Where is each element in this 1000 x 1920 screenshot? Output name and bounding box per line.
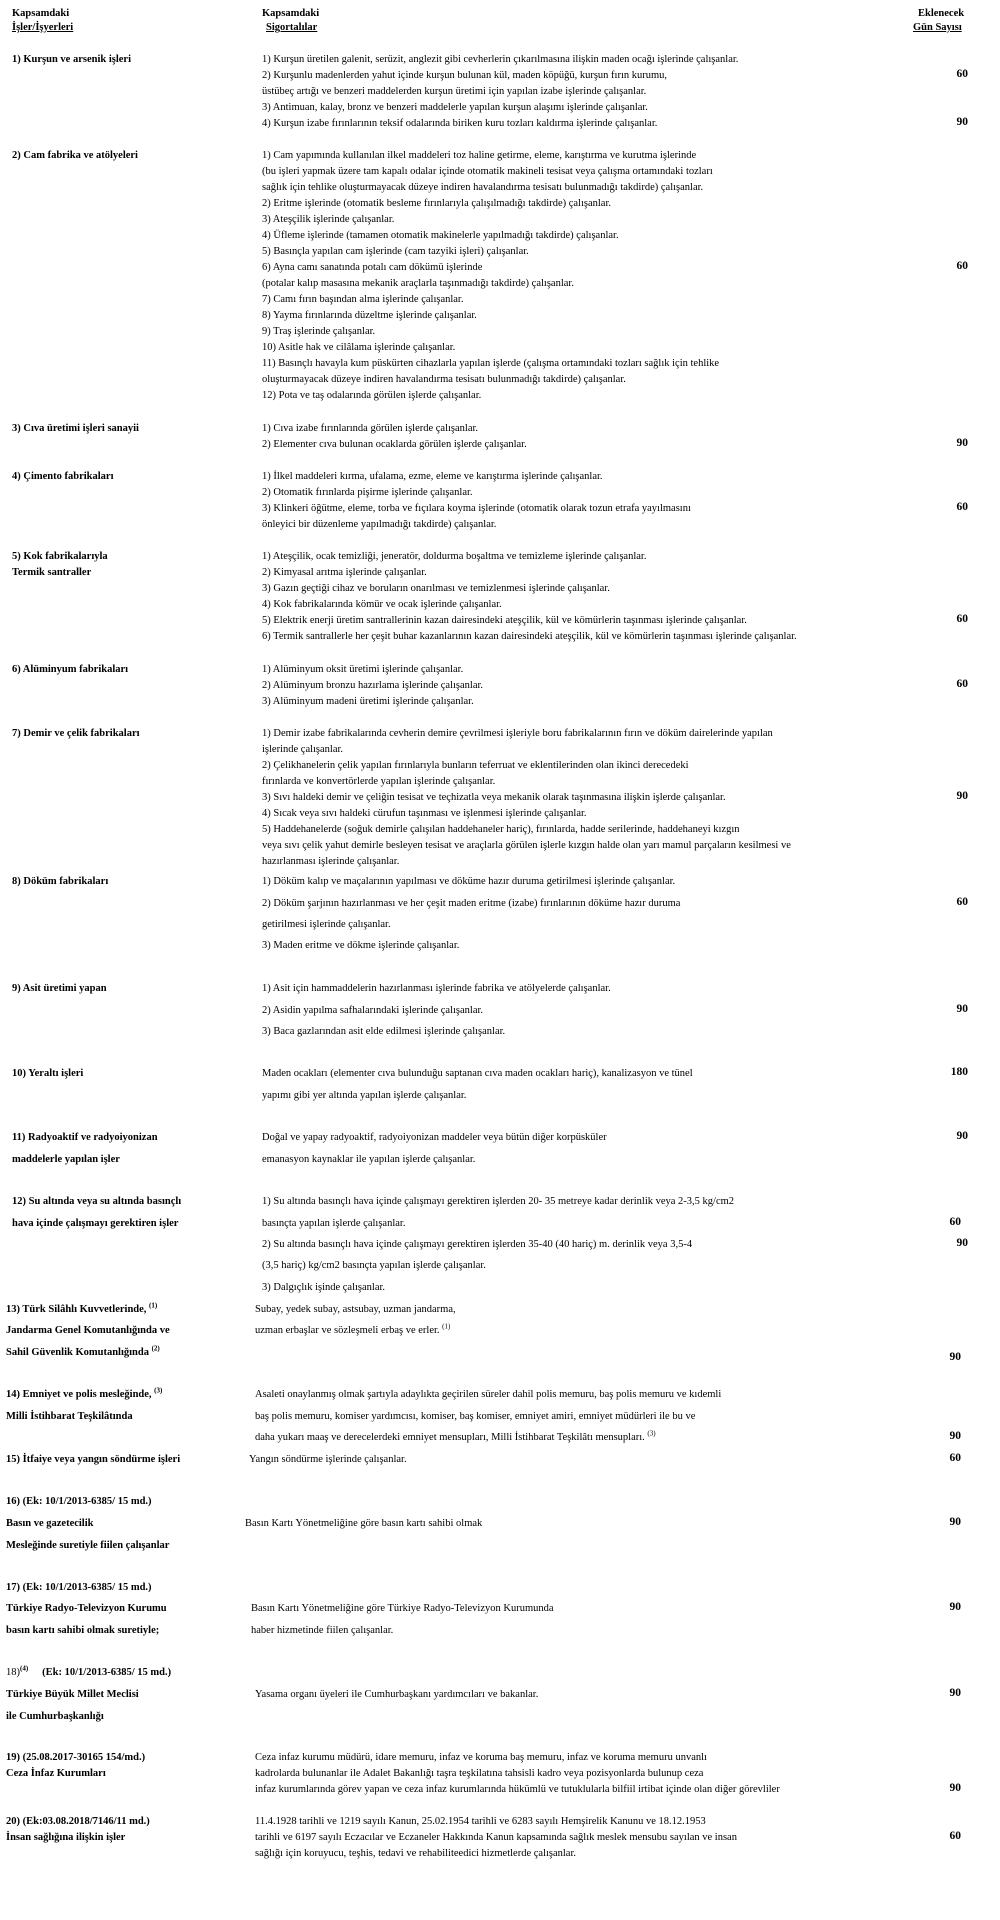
row-4-desc-1: 1) İlkel maddeleri kırma, ufalama, ezme, eleme ve karıştırma işlerinde çalışanlar. <box>262 471 603 482</box>
row-12-days-2: 90 <box>956 1237 968 1249</box>
row-19-title-1: 19) (25.08.2017-30165 154/md.) <box>6 1752 146 1763</box>
row-2-desc-7: 5) Basınçla yapılan cam işlerinde (cam tazyiki işleri) çalışanlar. <box>262 246 529 257</box>
row-6-desc-3: 3) Alüminyum madeni üretimi işlerinde çalışanlar. <box>262 696 474 707</box>
row-8-desc-2: 2) Döküm şarjının hazırlanması ve her çeşit maden eritme (izabe) fırınlarının döküme hazır duruma <box>262 898 681 909</box>
row-8-desc-3: getirilmesi işlerinde çalışanlar. <box>262 919 391 930</box>
row-7-desc-9: hazırlanması işlerinde çalışanlar. <box>262 856 400 867</box>
row-9-days: 90 <box>956 1003 968 1015</box>
row-2-desc-9: (potalar kalıp masasına mekanik araçlarla taşınmadığı takdirde) çalışanlar. <box>262 278 574 289</box>
row-7-desc-5: 3) Sıvı haldeki demir ve çeliğin tesisat ve teçhizatla veya mekanik olarak taşınmasına ilişkin işlerde çalışanlar. <box>262 792 726 803</box>
row-5-desc-4: 4) Kok fabrikalarında kömür ve ocak işlerinde çalışanlar. <box>262 599 502 610</box>
row-4-days: 60 <box>956 501 968 513</box>
row-17-title-3: basın kartı sahibi olmak suretiyle; <box>6 1625 160 1636</box>
row-17-desc-1: Basın Kartı Yönetmeliğine göre Türkiye Radyo-Televizyon Kurumunda <box>251 1603 554 1614</box>
row-9-desc-1: 1) Asit için hammaddelerin hazırlanması işlerinde fabrika ve atölyelerde çalışanlar. <box>262 983 611 994</box>
row-8-days: 60 <box>956 896 968 908</box>
row-15-desc: Yangın söndürme işlerinde çalışanlar. <box>249 1454 407 1465</box>
row-2-title: 2) Cam fabrika ve atölyeleri <box>12 150 138 161</box>
row-5-desc-5: 5) Elektrik enerji üretim santrallerinin kazan dairesindeki ateşçilik, kül ve kömürlerin taşınması işlerinde çalışanlar. <box>262 615 747 626</box>
row-3-desc-2: 2) Elementer cıva bulunan ocaklarda görülen işlerde çalışanlar. <box>262 439 527 450</box>
row-12-days-1: 60 <box>949 1216 961 1228</box>
row-16-title-2: Basın ve gazetecilik <box>6 1518 94 1529</box>
row-2-desc-12: 9) Traş işlerinde çalışanlar. <box>262 326 376 337</box>
row-14-days: 90 <box>949 1430 961 1442</box>
row-2-desc-3: sağlık için tehlike oluşturmayacak düzeye indiren havalandırma tesisatı bulunmadığı takdirde) çalışanlar. <box>262 182 704 193</box>
row-15-days: 60 <box>949 1452 961 1464</box>
row-8-desc-1: 1) Döküm kalıp ve maçalarının yapılması ve döküme hazır duruma getirilmesi işlerinde çalışanlar. <box>262 876 676 887</box>
row-7-desc-6: 4) Sıcak veya sıvı haldeki cürufun taşınması ve işlenmesi işlerinde çalışanlar. <box>262 808 587 819</box>
row-12-desc-5: 3) Dalgıçlık işinde çalışanlar. <box>262 1282 386 1293</box>
row-18-title-3: ile Cumhurbaşkanlığı <box>6 1711 104 1722</box>
row-16-title-3: Mesleğinde suretiyle fiilen çalışanlar <box>6 1540 170 1551</box>
row-11-title-1: 11) Radyoaktif ve radyoiyonizan <box>12 1132 158 1143</box>
row-5-desc-2: 2) Kimyasal arıtma işlerinde çalışanlar. <box>262 567 427 578</box>
row-3-title: 3) Cıva üretimi işleri sanayii <box>12 423 139 434</box>
row-14-desc-2: baş polis memuru, komiser yardımcısı, komiser, baş komiser, emniyet amiri, emniyet müdürleri ile bu ve <box>255 1411 696 1422</box>
row-2-desc-2: (bu işleri yapmak üzere tam kapalı odalar içinde otomatik makineli tesisat veya çalışma ortamındaki tozları <box>262 166 713 177</box>
row-2-desc-6: 4) Üfleme işlerinde (tamamen otomatik makinelerle yapılmadığı takdirde) çalışanlar. <box>262 230 619 241</box>
row-1-desc-5: 4) Kurşun izabe fırınlarının teksif odalarında biriken kuru tozları kaldırma işlerinde çalışanlar. <box>262 118 658 129</box>
row-2-desc-13: 10) Asitle hak ve cilâlama işlerinde çalışanlar. <box>262 342 456 353</box>
row-5-desc-6: 6) Termik santrallerle her çeşit buhar kazanlarının kazan dairesindeki ateşçilik, kül ve kömürlerin taşınması işlerinde çalışanlar. <box>262 631 797 642</box>
row-17-days: 90 <box>949 1601 961 1613</box>
row-11-desc-1: Doğal ve yapay radyoaktif, radyoiyonizan maddeler veya bütün diğer korpüsküler <box>262 1132 607 1143</box>
row-7-desc-3: 2) Çelikhanelerin çelik yapılan fırınlarıyla bunların teferruat ve eklentilerinden olan ikinci derecedeki <box>262 760 689 771</box>
header-col1-line1: Kapsamdaki <box>12 8 70 19</box>
row-1-days-2: 90 <box>956 116 968 128</box>
row-9-desc-2: 2) Asidin yapılma safhalarındaki işlerinde çalışanlar. <box>262 1005 484 1016</box>
row-14-title-1: 14) Emniyet ve polis mesleğinde, $^{(3)}$ <box>6 1386 163 1400</box>
row-20-desc-2: tarihli ve 6197 sayılı Eczacılar ve Eczaneler Hakkında Kanun kapsamında sağlık meslek mensubu sayılan ve insan <box>255 1832 737 1843</box>
row-2-desc-8: 6) Ayna camı sanatında potalı cam dökümü işlerinde <box>262 262 483 273</box>
row-18-title-2: Türkiye Büyük Millet Meclisi <box>6 1689 139 1700</box>
row-10-title: 10) Yeraltı işleri <box>12 1068 84 1079</box>
row-7-desc-7: 5) Haddehanelerde (soğuk demirle çalışılan haddehaneler hariç), fırınlarda, hadde serilerinde, haddehaneyi kızgın <box>262 824 740 835</box>
row-10-desc-1: Maden ocakları (elementer cıva bulunduğu saptanan cıva maden ocakları hariç), kanalizasyon ve tünel <box>262 1068 693 1079</box>
row-11-days: 90 <box>956 1130 968 1142</box>
row-19-days: 90 <box>949 1782 961 1794</box>
row-9-title: 9) Asit üretimi yapan <box>12 983 107 994</box>
row-5-desc-3: 3) Gazın geçtiği cihaz ve boruların onarılması ve temizlenmesi işlerinde çalışanlar. <box>262 583 610 594</box>
row-4-desc-2: 2) Otomatik fırınlarda pişirme işlerinde çalışanlar. <box>262 487 473 498</box>
row-2-desc-5: 3) Ateşçilik işlerinde çalışanlar. <box>262 214 395 225</box>
row-2-days: 60 <box>956 260 968 272</box>
row-12-desc-3: 2) Su altında basınçlı hava içinde çalışmayı gerektiren işlerden 35-40 (40 hariç) m. derinlik veya 3,5-4 <box>262 1239 693 1250</box>
row-2-desc-14: 11) Basınçlı havayla kum püskürten cihazlarla yapılan işlerde (çalışma ortamındaki tozları sağlık için tehlike <box>262 358 720 369</box>
row-7-desc-8: veya sıvı çelik yahut demirle besleyen tesisat ve araçlarla görülen işlerle kızgın halde olan yarı mamul parçaların kesilmesi ve <box>262 840 791 851</box>
row-1-desc-3: üstübeç artığı ve benzeri maddelerden kurşun üretimi için yapılan izabe işlerinde çalışanlar. <box>262 86 647 97</box>
row-7-title: 7) Demir ve çelik fabrikaları <box>12 728 140 739</box>
row-10-days: 180 <box>950 1066 968 1078</box>
row-20-days: 60 <box>949 1830 961 1842</box>
row-20-title-2: İnsan sağlığına ilişkin işler <box>6 1832 126 1843</box>
row-14-desc-3: daha yukarı maaş ve derecelerdeki emniyet mensupları, Milli İstihbarat Teşkilâtı mensupları. $^{(3)}$ <box>255 1429 656 1443</box>
row-12-desc-4: (3,5 hariç) kg/cm2 basınçta yapılan işlerde çalışanlar. <box>262 1260 486 1271</box>
row-13-days: 90 <box>949 1351 961 1363</box>
row-12-title-2: hava içinde çalışmayı gerektiren işler <box>12 1218 179 1229</box>
row-6-desc-1: 1) Alüminyum oksit üretimi işlerinde çalışanlar. <box>262 664 464 675</box>
header-col2-line2: Sigortalılar <box>266 22 318 33</box>
header-col2-line1: Kapsamdaki <box>262 8 320 19</box>
row-13-title-2: Jandarma Genel Komutanlığında ve <box>6 1325 170 1336</box>
row-18-title-1: 18)$^{(4)}$ (Ek: 10/1/2013-6385/ 15 md.) <box>6 1664 172 1678</box>
row-20-title-1: 20) (Ek:03.08.2018/7146/11 md.) <box>6 1816 150 1827</box>
row-2-desc-11: 8) Yayma fırınlarında düzeltme işlerinde çalışanlar. <box>262 310 477 321</box>
row-9-desc-3: 3) Baca gazlarından asit elde edilmesi işlerinde çalışanlar. <box>262 1026 506 1037</box>
row-13-desc-1: Subay, yedek subay, astsubay, uzman jandarma, <box>255 1304 456 1315</box>
row-14-title-2: Milli İstihbarat Teşkilâtında <box>6 1411 133 1422</box>
row-11-title-2: maddelerle yapılan işler <box>12 1154 120 1165</box>
row-13-title-3: Sahil Güvenlik Komutanlığında $^{(2)}$ <box>6 1344 160 1358</box>
row-20-desc-3: sağlığı için koruyucu, teşhis, tedavi ve rehabiliteedici hizmetlerde çalışanlar. <box>255 1848 577 1859</box>
header-col1-line2: İşler/İşyerleri <box>12 22 74 33</box>
row-16-desc: Basın Kartı Yönetmeliğine göre basın kartı sahibi olmak <box>245 1518 483 1529</box>
row-6-days: 60 <box>956 678 968 690</box>
row-14-desc-1: Asaleti onaylanmış olmak şartıyla adaylıkta geçirilen süreler dahil polis memuru, baş polis memuru ve kıdemli <box>255 1389 722 1400</box>
row-5-days: 60 <box>956 613 968 625</box>
row-13-desc-2: uzman erbaşlar ve sözleşmeli erbaş ve erler. $^{(1)}$ <box>255 1322 451 1336</box>
row-19-title-2: Ceza İnfaz Kurumları <box>6 1768 106 1779</box>
row-16-days: 90 <box>949 1516 961 1528</box>
row-12-desc-1: 1) Su altında basınçlı hava içinde çalışmayı gerektiren işlerden 20- 35 metreye kadar derinlik veya 2-3,5 kg/cm2 <box>262 1196 735 1207</box>
row-8-desc-4: 3) Maden eritme ve dökme işlerinde çalışanlar. <box>262 940 460 951</box>
row-2-desc-16: 12) Pota ve taş odalarında görülen işlerde çalışanlar. <box>262 390 482 401</box>
row-1-desc-1: 1) Kurşun üretilen galenit, serüzit, anglezit gibi cevherlerin çıkarılmasına ilişkin maden ocağı işlerinde çalışanlar. <box>262 54 739 65</box>
row-19-desc-1: Ceza infaz kurumu müdürü, idare memuru, infaz ve koruma baş memuru, infaz ve koruma memuru unvanlı <box>255 1752 707 1763</box>
row-17-title-2: Türkiye Radyo-Televizyon Kurumu <box>6 1603 167 1614</box>
row-1-desc-4: 3) Antimuan, kalay, bronz ve benzeri maddelerle yapılan kurşun alaşımı işlerinde çalışanlar. <box>262 102 648 113</box>
row-1-desc-2: 2) Kurşunlu madenlerden yahut içinde kurşun bulunan kül, maden köpüğü, kurşun fırın kurumu, <box>262 70 668 81</box>
row-5-title-2: Termik santraller <box>12 567 92 578</box>
row-7-desc-2: işlerinde çalışanlar. <box>262 744 344 755</box>
header-col3-line1: Eklenecek <box>918 8 965 19</box>
row-19-desc-2: kadrolarda bulunanlar ile Adalet Bakanlığı taşra teşkilatına tahsisli kadro veya pozisyonlarda bulunup ceza <box>255 1768 704 1779</box>
header-col3-line2: Gün Sayısı <box>913 22 962 33</box>
row-12-title-1: 12) Su altında veya su altında basınçlı <box>12 1196 182 1207</box>
row-2-desc-10: 7) Camı fırın başından alma işlerinde çalışanlar. <box>262 294 464 305</box>
row-15-title: 15) İtfaiye veya yangın söndürme işleri <box>6 1454 181 1465</box>
row-2-desc-4: 2) Eritme işlerinde (otomatik besleme fırınlarıyla çalışılmadığı takdirde) çalışanlar. <box>262 198 612 209</box>
row-12-desc-2: basınçta yapılan işlerde çalışanlar. <box>262 1218 406 1229</box>
row-7-desc-4: fırınlarda ve konvertörlerde yapılan işlerinde çalışanlar. <box>262 776 496 787</box>
row-6-title: 6) Alüminyum fabrikaları <box>12 664 129 675</box>
row-17-desc-2: haber hizmetinde fiilen çalışanlar. <box>251 1625 394 1636</box>
row-1-title: 1) Kurşun ve arsenik işleri <box>12 54 132 65</box>
row-3-days: 90 <box>956 437 968 449</box>
row-11-desc-2: emanasyon kaynaklar ile yapılan işlerde çalışanlar. <box>262 1154 476 1165</box>
row-4-desc-3: 3) Klinkeri öğütme, eleme, torba ve fıçılara koyma işlerinde (otomatik olarak tozun etrafa yayılmasını <box>262 503 691 514</box>
row-2-desc-1: 1) Cam yapımında kullanılan ilkel maddeleri toz haline getirme, eleme, karıştırma ve kurutma işlerinde <box>262 150 697 161</box>
row-7-days: 90 <box>956 790 968 802</box>
row-5-title-1: 5) Kok fabrikalarıyla <box>12 551 108 562</box>
row-6-desc-2: 2) Alüminyum bronzu hazırlama işlerinde çalışanlar. <box>262 680 484 691</box>
row-20-desc-1: 11.4.1928 tarihli ve 1219 sayılı Kanun, 25.02.1954 tarihli ve 6283 sayılı Hemşirelik Kanunu ve 18.12.1953 <box>255 1816 706 1827</box>
row-17-title-1: 17) (Ek: 10/1/2013-6385/ 15 md.) <box>6 1582 152 1593</box>
row-13-title-1: 13) Türk Silâhlı Kuvvetlerinde, $^{(1)}$ <box>6 1301 158 1315</box>
row-1-days-1: 60 <box>956 68 968 80</box>
row-5-desc-1: 1) Ateşçilik, ocak temizliği, jeneratör, doldurma boşaltma ve temizleme işlerinde çalışanlar. <box>262 551 647 562</box>
row-2-desc-15: oluşturmayacak düzeye indiren havalandırma tesisatı bulunmadığı takdirde) çalışanlar. <box>262 374 626 385</box>
row-19-desc-3: infaz kurumlarında görev yapan ve ceza infaz kurumlarında hükümlü ve tutuklularla bilfiil irtibat içinde olan diğer görevliler <box>255 1784 780 1795</box>
row-8-title: 8) Döküm fabrikaları <box>12 876 109 887</box>
row-3-desc-1: 1) Cıva izabe fırınlarında görülen işlerde çalışanlar. <box>262 423 479 434</box>
row-4-title: 4) Çimento fabrikaları <box>12 471 114 482</box>
row-4-desc-4: önleyici bir düzenleme yapılmadığı takdirde) çalışanlar. <box>262 519 497 530</box>
row-16-title-1: 16) (Ek: 10/1/2013-6385/ 15 md.) <box>6 1496 152 1507</box>
row-7-desc-1: 1) Demir izabe fabrikalarında cevherin demire çevrilmesi işleriyle boru fabrikalarının fırın ve döküm dairelerinde yapılan <box>262 728 773 739</box>
row-18-desc: Yasama organı üyeleri ile Cumhurbaşkanı yardımcıları ve bakanlar. <box>255 1689 539 1700</box>
row-10-desc-2: yapımı gibi yer altında yapılan işlerde çalışanlar. <box>262 1090 467 1101</box>
row-18-days: 90 <box>949 1687 961 1699</box>
